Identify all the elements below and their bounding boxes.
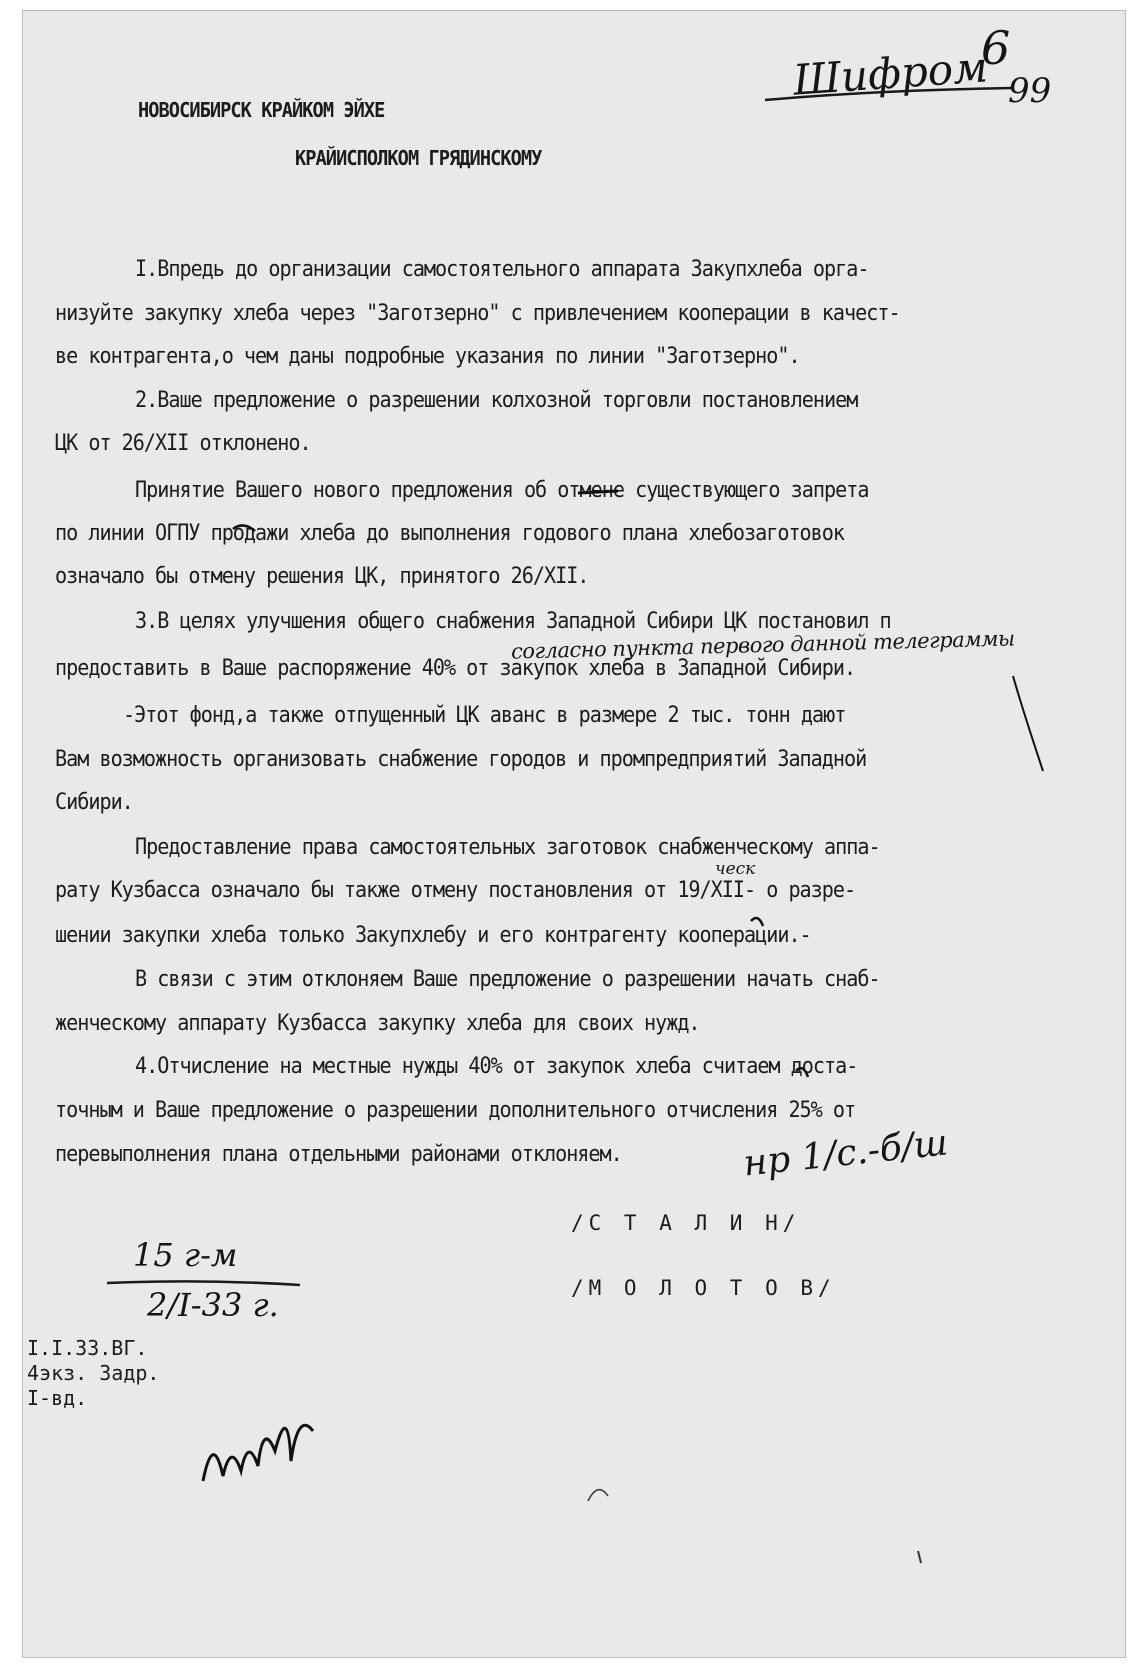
- body-line: Вам возможность организовать снабжение городов и промпредприятий Западной: [55, 747, 867, 772]
- handwritten-cipher-note: Шифром: [791, 42, 990, 105]
- stray-marks: [23, 11, 1126, 1658]
- body-line: предоставить в Ваше распоряжение 40% от закупок хлеба в Западной Сибири.: [55, 656, 856, 681]
- body-line: перевыполнения плана отдельными районами отклоняем.: [55, 1142, 622, 1167]
- body-line: означало бы отмену решения ЦК, принятого 26/XII.: [55, 564, 589, 589]
- handwritten-number-99: 99: [1008, 71, 1052, 111]
- body-line: 3.В целях улучшения общего снабжения Западной Сибири ЦК постановил п: [135, 609, 891, 634]
- body-line: I.Впредь до организации самостоятельного аппарата Закупхлеба орга-: [135, 257, 869, 282]
- body-line: В связи с этим отклоняем Ваше предложение о разрешении начать снаб-: [135, 967, 880, 992]
- body-line: женческому аппарату Кузбасса закупку хлеба для своих нужд.: [55, 1011, 700, 1036]
- document-page: [22, 10, 1126, 1658]
- body-line: Сибири.: [55, 790, 133, 815]
- body-line: 4.Отчисление на местные нужды 40% от закупок хлеба считаем доста-: [135, 1054, 858, 1079]
- addressee-line-1: НОВОСИБИРСК КРАЙКОМ ЭЙХЕ: [138, 98, 385, 122]
- body-line: Принятие Вашего нового предложения об отмене существующего запрета: [135, 478, 869, 503]
- body-line: ве контрагента,о чем даны подробные указания по линии "Заготзерно".: [55, 344, 800, 369]
- addressee-line-2: КРАЙИСПОЛКОМ ГРЯДИНСКОМУ: [295, 146, 542, 170]
- footer-line: I-вд.: [27, 1386, 88, 1410]
- body-line: шении закупки хлеба только Закупхлебу и его контрагенту кооперации.-: [55, 923, 811, 948]
- handwritten-note-1: 15 г-м: [133, 1236, 238, 1274]
- handwritten-insert-chesk: ческ: [715, 859, 756, 879]
- body-line: ЦК от 26/XII отклонено.: [55, 431, 311, 456]
- signature-stalin: /С Т А Л И Н/: [571, 1211, 801, 1235]
- signature-molotov: /М О Л О Т О В/: [571, 1276, 836, 1300]
- body-line: Предоставление права самостоятельных заготовок снабженческому аппа-: [135, 835, 880, 860]
- handwritten-annotation: согласно пункта первого данной телеграммы: [510, 626, 1015, 664]
- body-line: -Этот фонд,а также отпущенный ЦК аванс в размере 2 тыс. тонн дают: [123, 703, 846, 728]
- handwritten-note-2: 2/I-33 г.: [147, 1286, 279, 1324]
- footer-line: I.I.33.ВГ.: [27, 1336, 148, 1360]
- footer-line: 4экз. Задр.: [27, 1361, 160, 1385]
- handwritten-number-6: 6: [981, 21, 1011, 75]
- body-line: низуйте закупку хлеба через "Заготзерно" с привлечением кооперации в качест-: [55, 301, 900, 326]
- body-line: точным и Ваше предложение о разрешении дополнительного отчисления 25% от: [55, 1098, 856, 1123]
- body-line: рату Кузбасса означало бы также отмену постановления от 19/XII- о разре-: [55, 878, 856, 903]
- body-line: по линии ОГПУ продажи хлеба до выполнения годового плана хлебозаготовок: [55, 521, 845, 546]
- body-line: 2.Ваше предложение о разрешении колхозной торговли постановлением: [135, 388, 858, 413]
- handwritten-annotation-end: нр 1/с.-б/ш: [741, 1122, 950, 1185]
